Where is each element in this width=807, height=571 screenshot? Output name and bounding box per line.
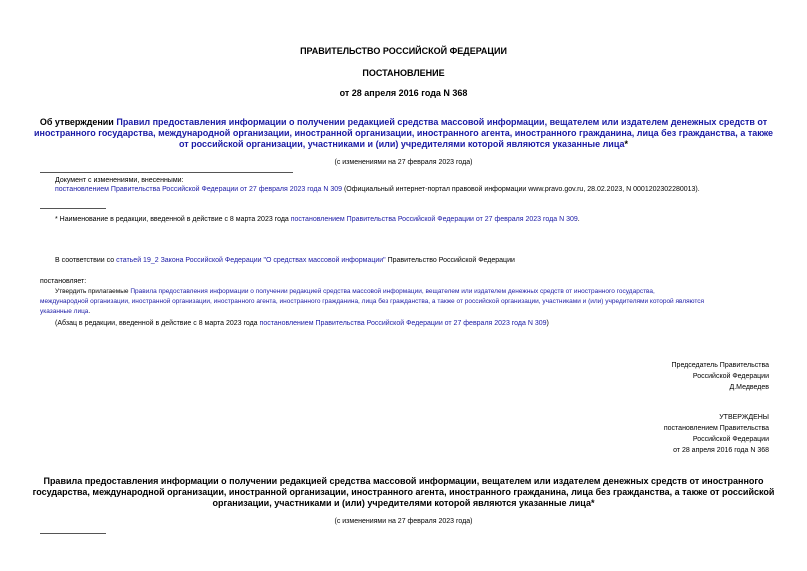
bottom-divider [40,533,106,534]
signature-line2: Российской Федерации [692,373,769,380]
approved-line1: УТВЕРЖДЕНЫ [719,414,769,421]
doc-type-heading: ПОСТАНОВЛЕНИЕ [362,68,445,78]
footnote-divider [40,208,106,209]
approved-line2: постановлением Правительства [663,425,769,432]
approve-line1 [55,287,767,296]
preamble-suffix: Правительство Российской Федерации [385,257,515,264]
footnote-text: * Наименование в редакции, введенной в действие с 8 марта 2023 года [55,216,291,223]
title-link-line3[interactable]: от российской организации, участниками и (или) учредителями которой являются указанные лица [179,139,625,149]
footnote [55,215,580,225]
changes-tail: (Официальный интернет-портал правовой информации www.pravo.gov.ru, 28.02.2023, N 0001202302280013). [342,186,700,193]
government-heading: ПРАВИТЕЛЬСТВО РОССИЙСКОЙ ФЕДЕРАЦИИ [300,46,507,56]
rules-title-line2: государства, международной организации, иностранной организации, иностранного агента, иностранного гражданина, лица без гражданства, а также от российской [32,487,775,497]
rules-title-line3: организации, участниками и (или) учредителями которой являются указанные лица* [212,498,595,508]
approve-link-line2[interactable]: международной организации, иностранной организации, иностранного агента, иностранного гражданина, лица без гражданства, а также от российской организации, участниками и (или) учредителями которой являются [40,298,705,305]
preamble-prefix: В соответствии со [55,257,117,264]
decree-word: постановляет: [40,278,87,285]
document-title-line3 [0,139,807,150]
edition-note: (с изменениями на 27 февраля 2023 года) [334,159,473,166]
paragraph-note-end: ) [546,320,549,327]
rules-edition-note: (с изменениями на 27 февраля 2023 года) [334,518,473,525]
footnote-end: . [577,216,580,223]
approve-end: . [88,308,91,315]
footnote-link[interactable]: постановлением Правительства Российской Федерации от 27 февраля 2023 года N 309 [290,216,578,223]
title-link-line1[interactable]: Правил предоставления информации о получении редакцией средства массовой информации, вещателем или издателем денежных средств от [116,117,768,127]
signature-name: Д.Медведев [729,384,769,391]
changes-heading: Документ с изменениями, внесенными: [55,177,184,184]
signature-line1: Председатель Правительства [671,362,769,369]
divider-line [40,172,293,173]
approve-line2 [40,297,767,306]
changes-line [55,185,700,195]
paragraph-note [55,319,549,329]
doc-date: от 28 апреля 2016 года N 368 [339,88,468,98]
approve-prefix: Утвердить прилагаемые [55,288,131,295]
document-title [0,117,807,128]
document-title-line2 [0,128,807,139]
rules-title-line1: Правила предоставления информации о получении редакцией средства массовой информации, вещателем или издателем денежных средств от иностранного [43,476,764,486]
preamble [55,256,515,266]
changes-link[interactable]: постановлением Правительства Российской Федерации от 27 февраля 2023 года N 309 [55,186,342,193]
approved-line3: Российской Федерации [692,436,769,443]
title-asterisk: * [624,139,628,149]
title-prefix: Об утверждении [39,117,117,127]
title-link-line2[interactable]: иностранного государства, международной организации, иностранной организации, иностранного агента, иностранного гражданина, лица без гражданства, а также [33,128,774,138]
approve-line3 [40,307,90,316]
paragraph-note-prefix: (Абзац в редакции, введенной в действие с 8 марта 2023 года [55,320,260,327]
approve-link-line1[interactable]: Правила предоставления информации о получении редакцией средства массовой информации, вещателем или издателем денежных средств от иностранного государства, [130,288,655,295]
paragraph-note-link[interactable]: постановлением Правительства Российской Федерации от 27 февраля 2023 года N 309 [259,320,547,327]
approved-line4: от 28 апреля 2016 года N 368 [673,447,769,454]
approve-link-line3[interactable]: указанные лица [40,308,89,315]
preamble-link[interactable]: статьей 19_2 Закона Российской Федерации "О средствах массовой информации" [116,257,386,264]
